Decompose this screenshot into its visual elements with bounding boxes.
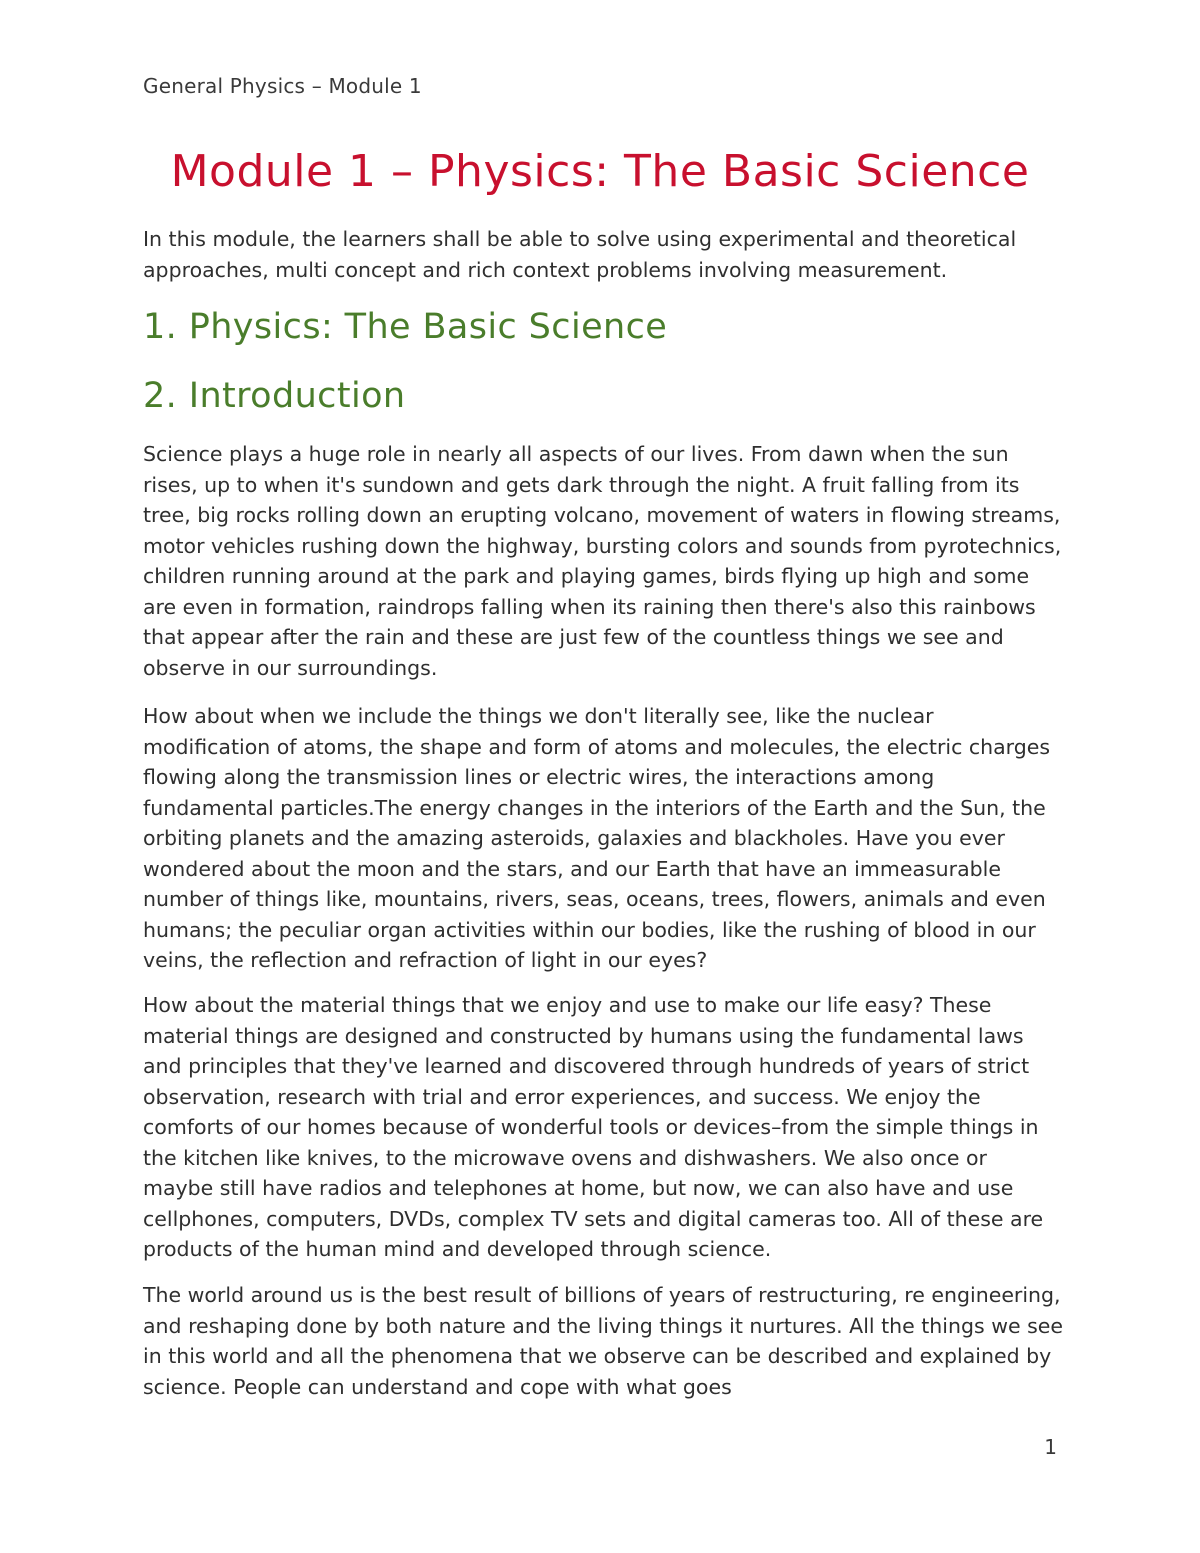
body-paragraph-1: Science plays a huge role in nearly all aspects of our lives. From dawn when the sun rises, up to when it's sundown and gets dark through the night. A fruit falling from its tree, big rocks rolling down an erupting volcano, movement of waters in flowing streams, motor vehicles rushing down the highway, bursting colors and sounds from pyrotechnics, children running around at the park and playing games, birds flying up high and some are even in formation, raindrops falling when its raining then there's also this rainbows that appear after the rain and these are just few of the countless things we see and observe in our surroundings. [143, 442, 1062, 680]
page-number: 1 [1044, 1435, 1057, 1459]
body-paragraph-3: How about the material things that we enjoy and use to make our life easy? These material things are designed and constructed by humans using the fundamental laws and principles that they've learned and discovered through hundreds of years of strict observation, research with trial and error experiences, and success. We enjoy the comforts of our homes because of wonderful tools or devices–from the simple things in the kitchen like knives, to the microwave ovens and dishwashers. We also once or maybe still have radios and telephones at home, but now, we can also have and use cellphones, computers, DVDs, complex TV sets and digital cameras too. All of these are products of the human mind and developed through science. [143, 993, 1044, 1261]
running-header: General Physics – Module 1 [143, 74, 422, 98]
body-paragraph-2: How about when we include the things we don't literally see, like the nuclear modification of atoms, the shape and form of atoms and molecules, the electric charges flowing along the transmission lines or electric wires, the interactions among fundamental particles.The energy changes in the interiors of the Earth and the Sun, the orbiting planets and the amazing asteroids, galaxies and blackholes. Have you ever wondered about the moon and the stars, and our Earth that have an immeasurable number of things like, mountains, rivers, seas, oceans, trees, flowers, animals and even humans; the peculiar organ activities within our bodies, like the rushing of blood in our veins, the reflection and refraction of light in our eyes? [143, 704, 1051, 972]
section-heading-introduction: 2. Introduction [143, 376, 406, 416]
intro-paragraph: In this module, the learners shall be able to solve using experimental and theoretical approaches, multi concept and rich context problems involving measurement. [143, 227, 1017, 282]
section-heading-physics: 1. Physics: The Basic Science [143, 307, 668, 347]
body-paragraph-4: The world around us is the best result of billions of years of restructuring, re engineering, and reshaping done by both nature and the living things it nurtures. All the things we see in this world and all the phenomena that we observe can be described and explained by science. People can understand and cope with what goes [143, 1283, 1063, 1399]
document-title: Module 1 – Physics: The Basic Science [170, 146, 1030, 197]
